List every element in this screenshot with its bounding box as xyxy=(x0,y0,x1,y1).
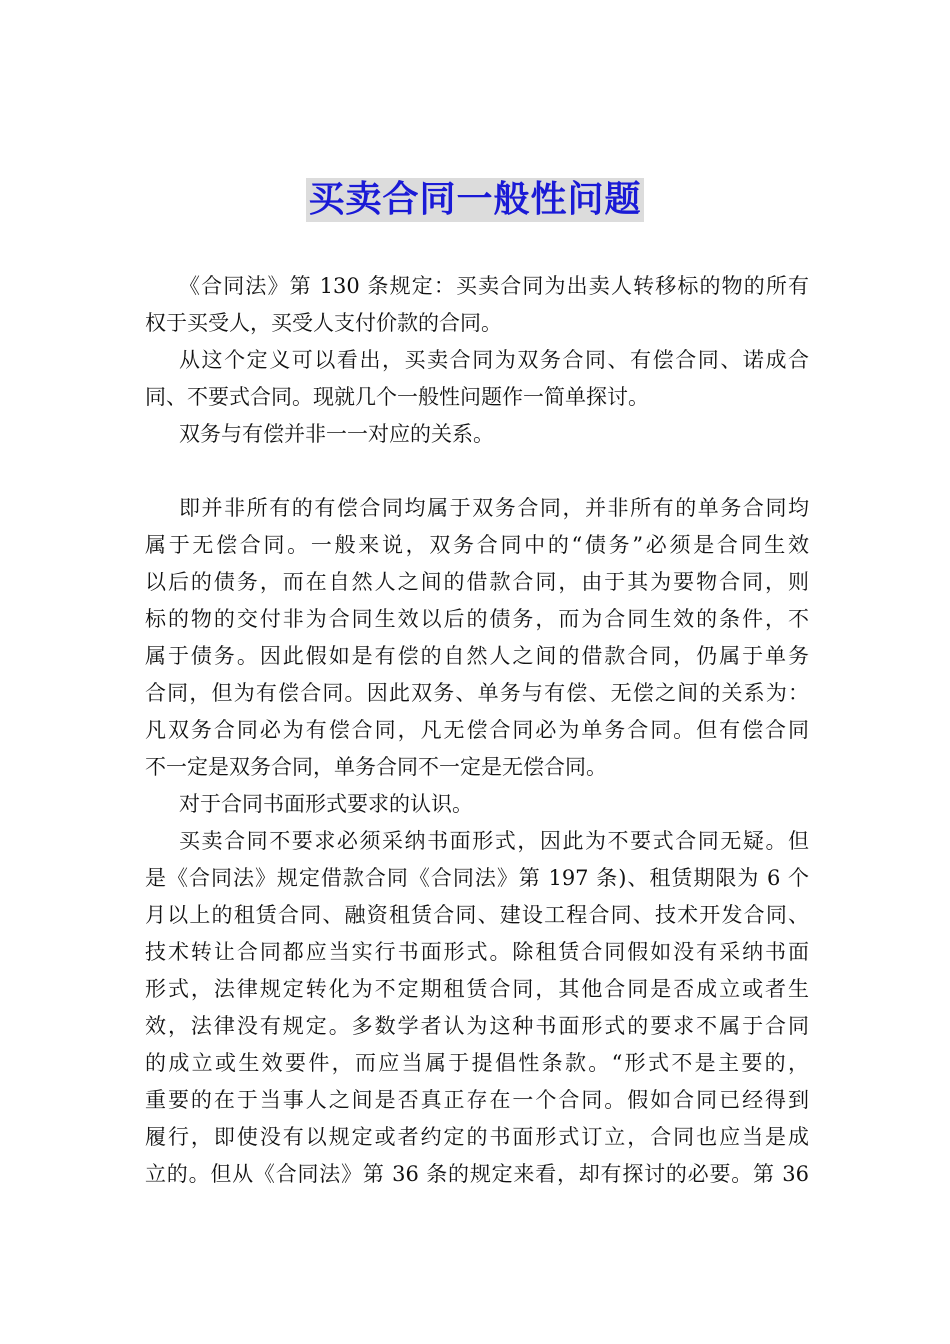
paragraph-line: 属于无偿合同。一般来说，双务合同中的“债务”必须是合同生效 xyxy=(145,533,809,557)
paragraph-line: 标的物的交付非为合同生效以后的债务，而为合同生效的条件，不 xyxy=(145,607,809,631)
paragraph-line: 《合同法》第 130 条规定：买卖合同为出卖人转移标的物的所有 xyxy=(179,274,809,298)
blank-line xyxy=(145,453,809,490)
paragraph-line: 买卖合同不要求必须采纳书面形式，因此为不要式合同无疑。但 xyxy=(179,829,809,853)
paragraph-line: 合同，但为有偿合同。因此双务、单务与有偿、无偿之间的关系为： xyxy=(145,681,809,705)
paragraph-line: 是《合同法》规定借款合同《合同法》第 197 条)、租赁期限为 6 个 xyxy=(145,866,809,890)
paragraph-line: 双务与有偿并非一一对应的关系。 xyxy=(179,422,494,446)
paragraph-line: 形式，法律规定转化为不定期租赁合同，其他合同是否成立或者生 xyxy=(145,977,809,1001)
paragraph-line: 重要的在于当事人之间是否真正存在一个合同。假如合同已经得到 xyxy=(145,1088,809,1112)
paragraph-line: 从这个定义可以看出，买卖合同为双务合同、有偿合同、诺成合 xyxy=(179,348,809,372)
paragraph-line: 以后的债务，而在自然人之间的借款合同，由于其为要物合同，则 xyxy=(145,570,809,594)
paragraph-line: 不一定是双务合同，单务合同不一定是无偿合同。 xyxy=(145,755,607,779)
paragraph-line: 效，法律没有规定。多数学者认为这种书面形式的要求不属于合同 xyxy=(145,1014,809,1038)
paragraph-line: 立的。但从《合同法》第 36 条的规定来看，却有探讨的必要。第 36 xyxy=(145,1162,809,1186)
paragraph-line: 月以上的租赁合同、融资租赁合同、建设工程合同、技术开发合同、 xyxy=(145,903,809,927)
title-container xyxy=(0,178,950,222)
paragraph-line: 即并非所有的有偿合同均属于双务合同，并非所有的单务合同均 xyxy=(179,496,809,520)
paragraph-line: 凡双务合同必为有偿合同，凡无偿合同必为单务合同。但有偿合同 xyxy=(145,718,809,742)
paragraph-line: 履行，即使没有以规定或者约定的书面形式订立，合同也应当是成 xyxy=(145,1125,809,1149)
paragraph-line: 权于买受人，买受人支付价款的合同。 xyxy=(145,311,502,335)
paragraph-line: 同、不要式合同。现就几个一般性问题作一简单探讨。 xyxy=(145,385,649,409)
paragraph-line: 技术转让合同都应当实行书面形式。除租赁合同假如没有采纳书面 xyxy=(145,940,809,964)
paragraph-line: 对于合同书面形式要求的认识。 xyxy=(179,792,473,816)
document-body xyxy=(145,268,809,1193)
paragraph-line: 的成立或生效要件，而应当属于提倡性条款。“形式不是主要的， xyxy=(145,1051,809,1075)
paragraph-line: 属于债务。因此假如是有偿的自然人之间的借款合同，仍属于单务 xyxy=(145,644,809,668)
document-title: 买卖合同一般性问题 xyxy=(308,179,642,220)
